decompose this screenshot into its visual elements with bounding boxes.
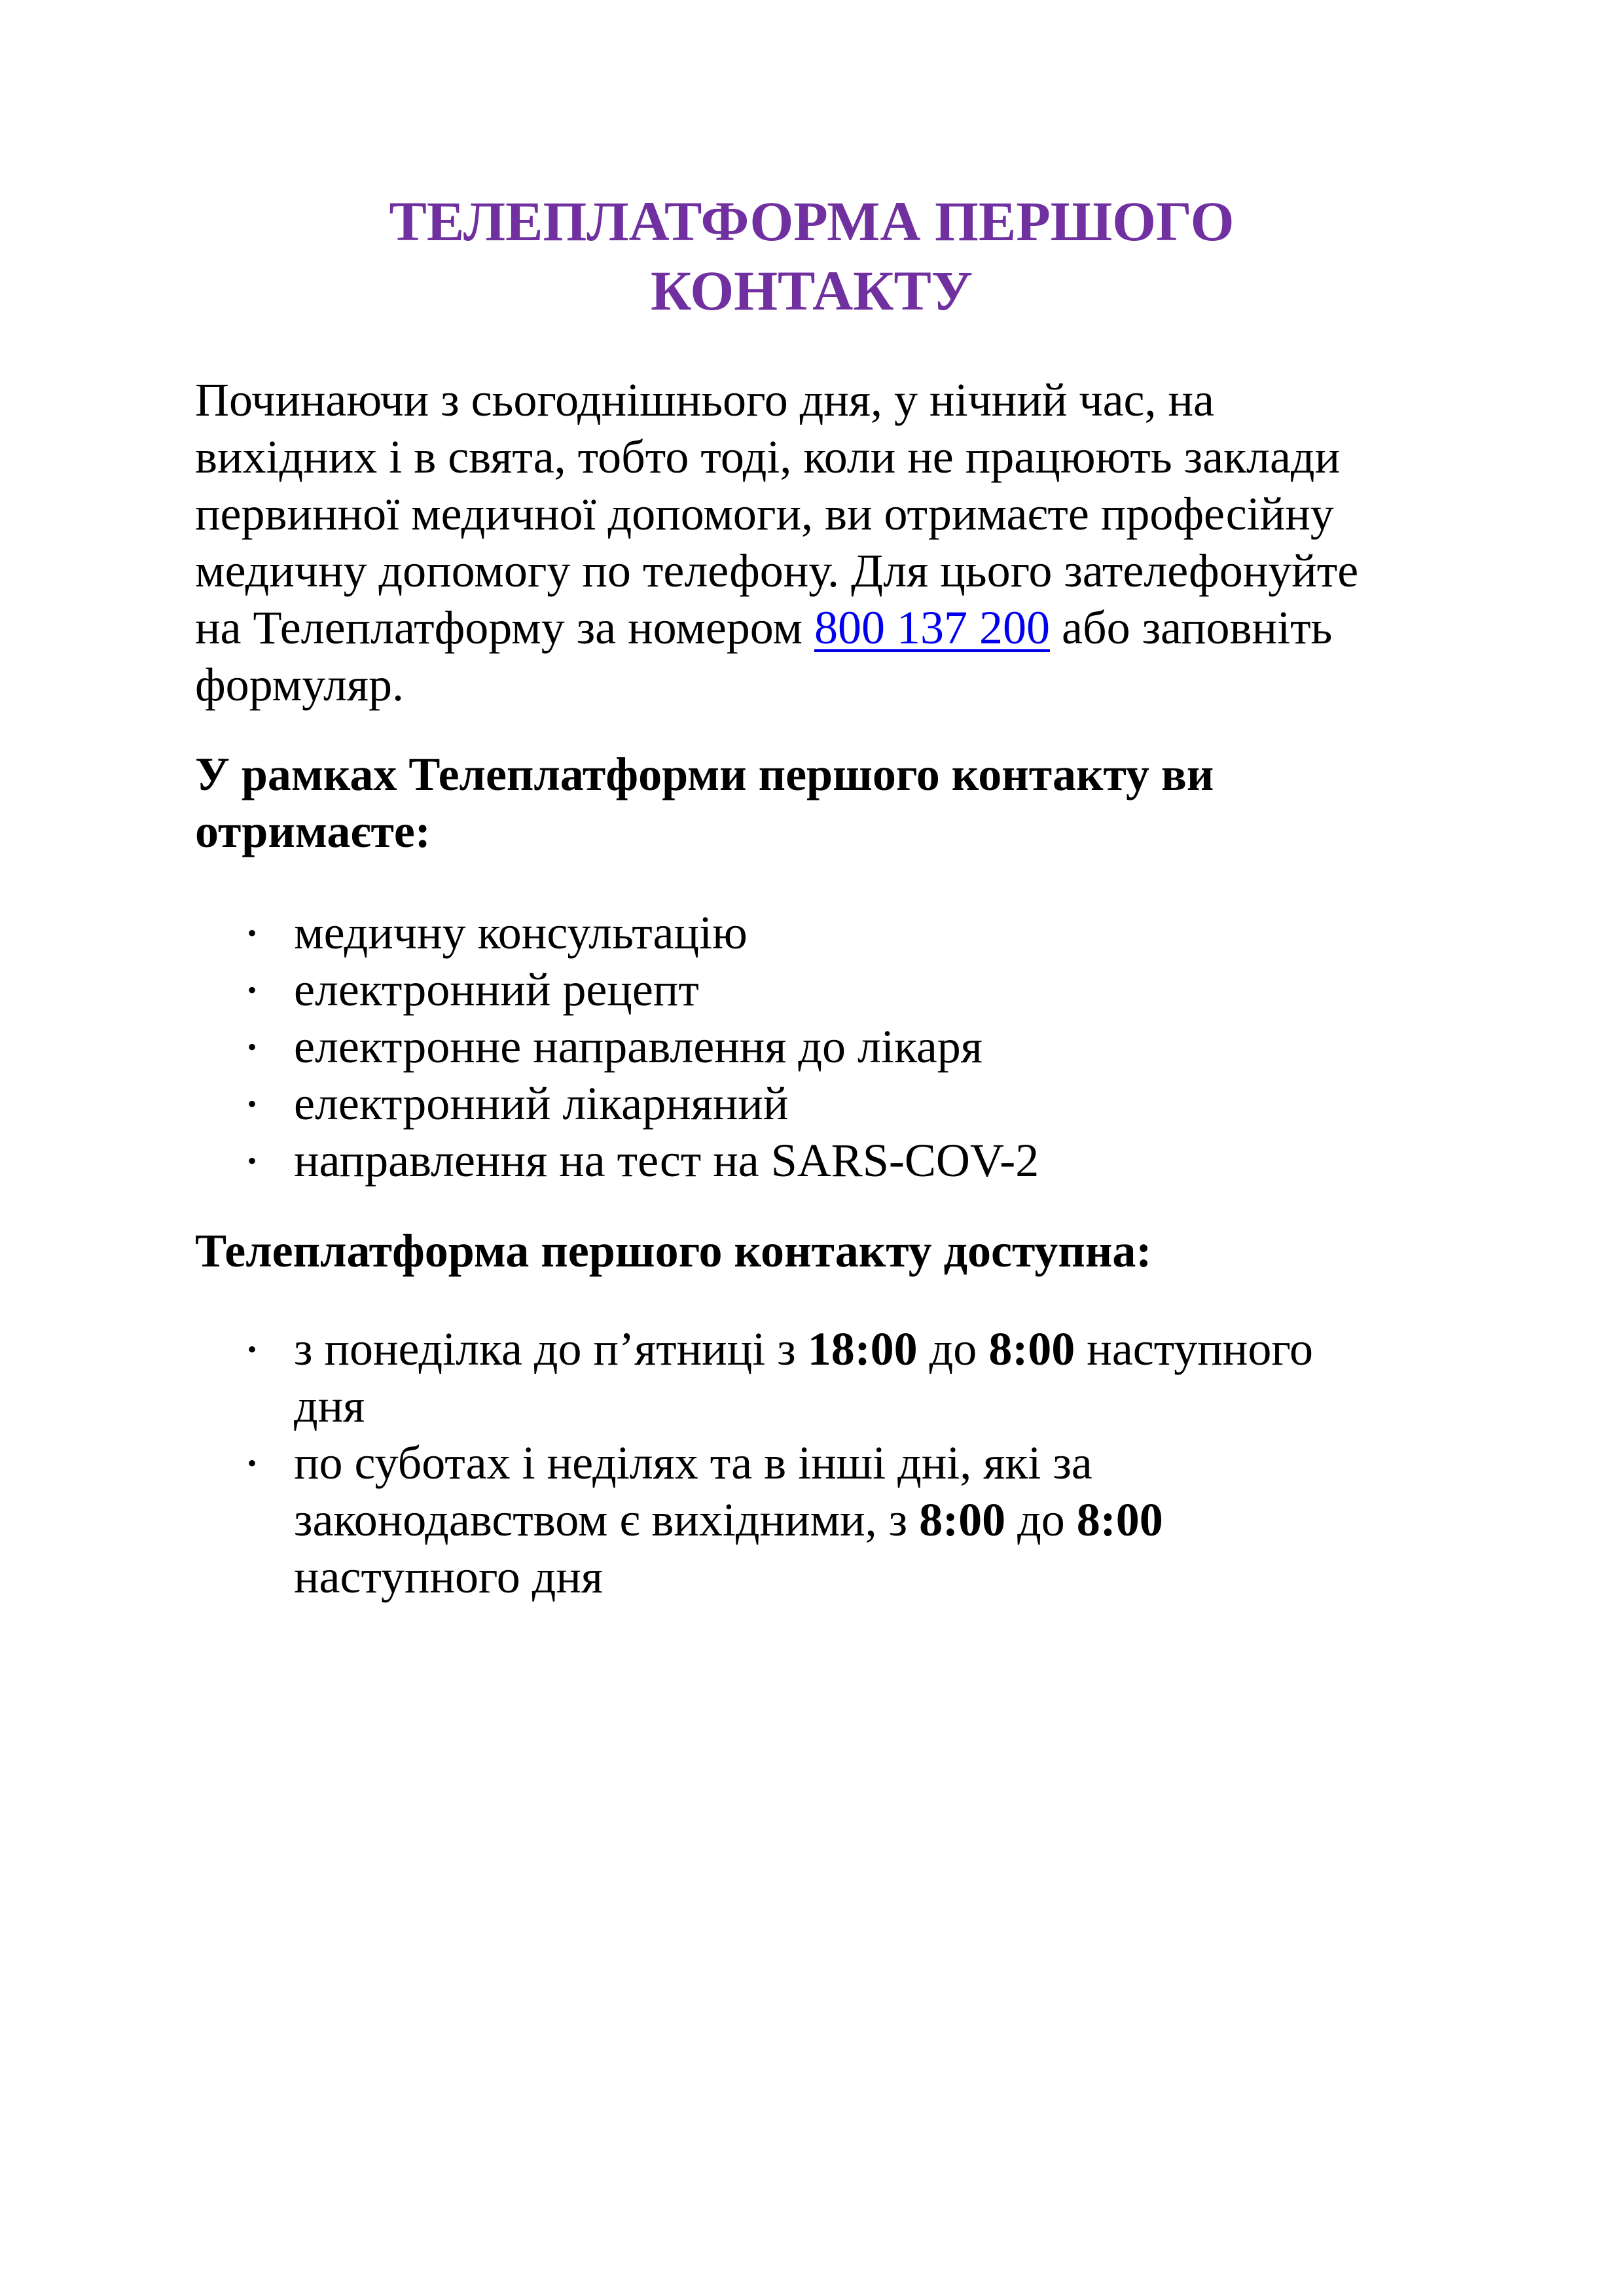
- bullet-icon: •: [247, 1335, 257, 1364]
- bullet-icon: •: [247, 1448, 257, 1478]
- bullet-icon: •: [247, 918, 257, 948]
- weekdays-line-2: дня: [294, 1380, 365, 1432]
- availability-weekdays-item: [195, 1321, 1439, 1435]
- weekdays-text-3: наступного: [1075, 1323, 1314, 1375]
- list-item: [195, 1075, 1439, 1132]
- intro-line-5-after: або заповніть: [1049, 601, 1333, 654]
- weekdays-text-2: до: [917, 1323, 989, 1375]
- weekends-line-2: [294, 1492, 1439, 1549]
- weekends-from-time: 8:00: [919, 1494, 1006, 1546]
- title-line-2: КОНТАКТУ: [650, 259, 973, 322]
- weekdays-text-1: з понеділка до п’ятниці з: [294, 1323, 808, 1375]
- list-item: [195, 1132, 1439, 1189]
- bullet-icon: •: [247, 975, 257, 1005]
- list-item: [195, 905, 1439, 961]
- services-list: [195, 905, 1439, 1189]
- phone-number-link[interactable]: 800 137 200: [814, 601, 1050, 654]
- weekends-text-2: до: [1005, 1494, 1077, 1546]
- list-item-text: електронний рецепт: [294, 963, 699, 1016]
- bullet-icon: •: [247, 1089, 257, 1119]
- bullet-icon: •: [247, 1146, 257, 1175]
- availability-list: [195, 1321, 1439, 1605]
- list-item-text: направлення на тест на SARS-COV-2: [294, 1134, 1039, 1187]
- list-item-text: медичну консультацію: [294, 906, 748, 959]
- weekends-line-1: по суботах і неділях та в інші дні, які за: [294, 1437, 1092, 1489]
- intro-line-3: первинної медичної допомоги, ви отримаєте професійну: [195, 488, 1334, 540]
- list-item: [195, 961, 1439, 1018]
- bullet-icon: •: [247, 1032, 257, 1062]
- services-heading-line-2: отримаєте:: [195, 805, 431, 857]
- weekdays-from-time: 18:00: [807, 1323, 918, 1375]
- availability-weekends-item: [195, 1435, 1439, 1605]
- weekdays-line-1: [294, 1321, 1439, 1378]
- intro-line-1: Починаючи з сьогоднішнього дня, у нічний час, на: [195, 374, 1214, 426]
- intro-paragraph: [195, 372, 1439, 713]
- availability-heading: Телеплатформа першого контакту доступна:: [195, 1225, 1152, 1277]
- list-item-text: електронне направлення до лікаря: [294, 1020, 983, 1073]
- list-item: [195, 1018, 1439, 1075]
- services-heading: [195, 746, 1439, 860]
- intro-line-2: вихідних і в свята, тобто тоді, коли не працюють заклади: [195, 431, 1341, 483]
- intro-line-6: формуляр.: [195, 658, 405, 711]
- weekends-to-time: 8:00: [1076, 1494, 1163, 1546]
- weekends-line-3: наступного дня: [294, 1551, 604, 1603]
- weekends-text-1: законодавством є вихідними, з: [294, 1494, 920, 1546]
- list-item-text: електронний лікарняний: [294, 1077, 789, 1130]
- services-heading-line-1: У рамках Телеплатформи першого контакту ви: [195, 748, 1214, 800]
- intro-line-5-before: на Телеплатформу за номером: [195, 601, 814, 654]
- weekdays-to-time: 8:00: [988, 1323, 1075, 1375]
- intro-line-5: [195, 600, 1439, 656]
- page-title: [196, 187, 1427, 325]
- title-line-1: ТЕЛЕПЛАТФОРМА ПЕРШОГО: [389, 190, 1235, 253]
- intro-line-4: медичну допомогу по телефону. Для цього зателефонуйте: [195, 545, 1359, 597]
